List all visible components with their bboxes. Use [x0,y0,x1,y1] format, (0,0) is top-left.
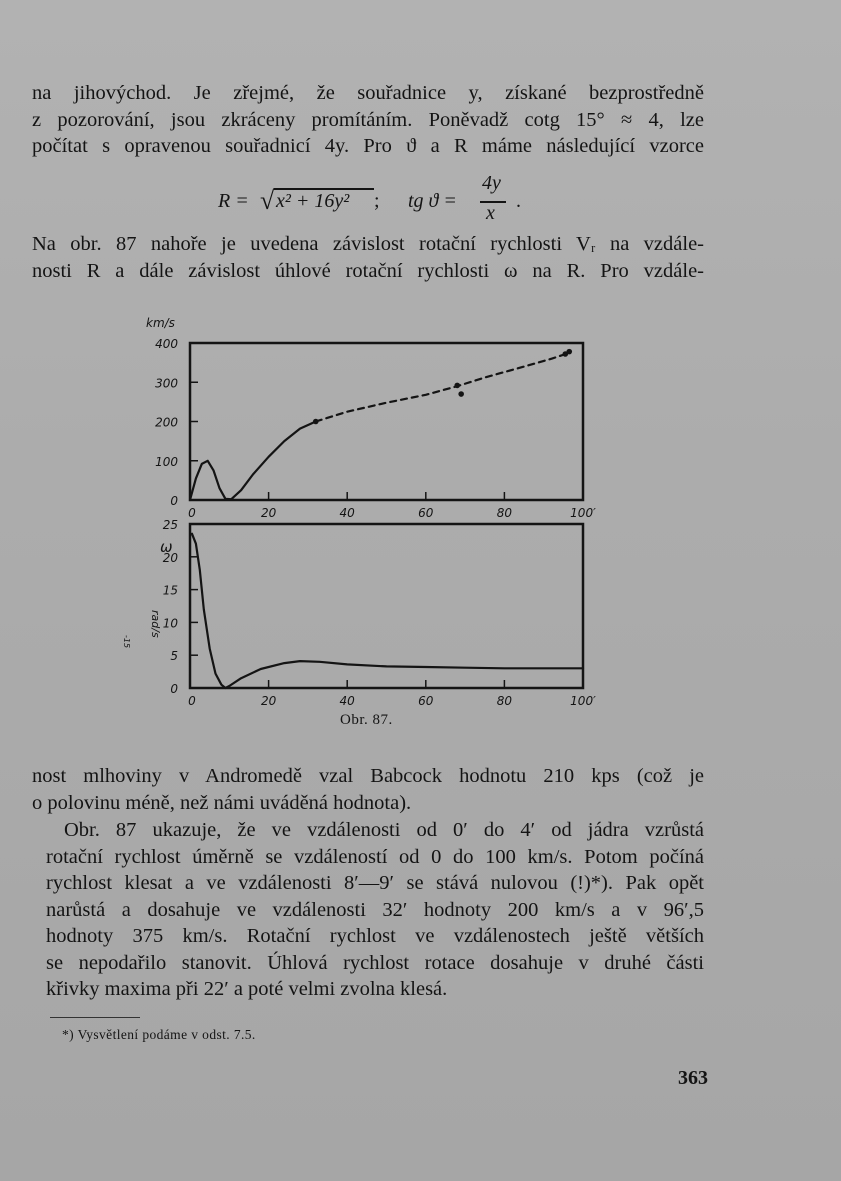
series-line [316,353,569,422]
paragraph-top [32,80,704,160]
formula-separator: ; [374,190,380,212]
x-tick-label: 80 [496,694,513,708]
x-tick-label: 0 [188,694,196,708]
paragraph-main [46,817,704,1003]
data-point [566,349,572,355]
y-tick-label: 5 [170,649,178,664]
angular-velocity-chart [122,518,596,708]
text-line: z pozorování, jsou zkráceny promítáním. Poněvadž cotg 15° ≈ 4, lze [32,108,704,131]
x-tick-label: 60 [418,694,434,708]
text-line: Obr. 87 ukazuje, že ve vzdálenosti od 0′ do 4′ od jádra vzrůstá [64,819,704,841]
paragraph-after-figure [32,763,704,816]
series-line [192,534,583,688]
text-line: o polovinu méně, než námi uváděná hodnota). [32,791,412,814]
angular-y-exponent: -15 [122,635,131,649]
velocity-y-unit: km/s [146,316,175,330]
text-line: se nepodařilo stanovit. Úhlová rychlost rotace dosahuje v druhé části [46,951,704,974]
x-tick-label: 20 [260,506,277,520]
y-tick-label: 100 [155,454,178,469]
y-tick-label: 300 [155,376,178,391]
footnote: *) Vysvětlení podáme v odst. 7.5. [62,1027,256,1042]
velocity-chart-frame [190,343,583,500]
data-point [458,391,464,397]
text-line: hodnoty 375 km/s. Rotační rychlost ve vzdálenostech ještě větších [46,925,704,947]
omega-symbol: ω [160,538,173,556]
formula-tg: tg ϑ = [408,190,457,212]
formula-radicand: x² + 16y² [276,190,350,212]
data-point [454,383,460,389]
text-line: rychlost klesat a ve vzdálenosti 8′—9′ se stává nulovou (!)*). Pak opět [46,872,704,894]
x-tick-label: 0 [188,506,196,520]
text-line: křivky maxima při 22′ a poté velmi zvolna klesá. [46,978,448,1000]
data-point [563,351,569,357]
paragraph-figure-intro [32,231,704,284]
x-tick-label: 40 [339,694,355,708]
x-tick-label: 100′ [570,694,596,708]
angular-y-unit: rad/s [149,610,162,638]
formula-end: . [516,190,521,212]
text-line: narůstá a dosahuje ve vzdálenosti 32′ hodnoty 200 km/s a v 96′,5 [46,898,704,921]
angular-chart-frame [190,524,583,688]
x-tick-label: 40 [339,506,355,520]
text-line: Na obr. 87 nahoře je uvedena závislost rotační rychlosti Vᵣ na vzdále- [32,233,704,255]
x-tick-label: 100′ [570,506,596,520]
data-point [313,419,319,425]
figure-caption: Obr. 87. [340,712,393,728]
text-line: nosti R a dále závislost úhlové rotační rychlosti ω na R. Pro vzdále- [32,259,704,282]
y-tick-label: 20 [162,550,178,565]
y-tick-label: 15 [162,583,178,598]
y-tick-label: 0 [170,682,178,696]
x-tick-label: 60 [418,506,434,520]
formula [218,172,538,226]
text-line: počítat s opravenou souřadnicí 4y. Pro ϑ a R máme následující vzorce [32,135,704,157]
text-line: nost mlhoviny v Andromedě vzal Babcock hodnotu 210 kps (což je [32,765,704,787]
y-tick-label: 10 [162,616,178,631]
x-tick-label: 80 [496,506,513,520]
formula-denominator: x [486,202,495,224]
x-tick-label: 20 [260,694,277,708]
y-tick-label: 0 [170,494,178,508]
y-tick-label: 200 [155,415,178,430]
y-tick-label: 25 [162,518,178,532]
formula-lhs: R = [218,190,249,212]
text-line: na jihovýchod. Je zřejmé, že souřadnice y, získané bezprostředně [32,82,704,104]
text-line: rotační rychlost úměrně se vzdáleností od 0 do 100 km/s. Potom počíná [46,845,704,868]
formula-radical: √ [260,186,275,215]
page-number: 363 [678,1067,708,1089]
y-tick-label: 400 [155,337,178,351]
velocity-chart [146,316,596,520]
formula-numerator: 4y [482,172,501,194]
series-line [190,422,316,501]
footnote-rule [50,1017,140,1018]
